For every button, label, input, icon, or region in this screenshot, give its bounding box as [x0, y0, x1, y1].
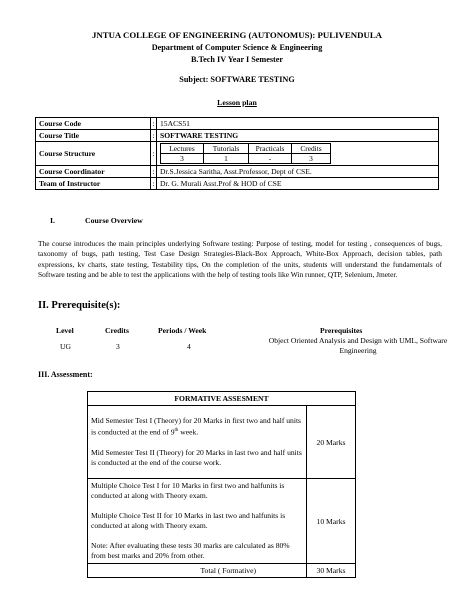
- structure-header: Lectures: [161, 144, 204, 154]
- colon: :: [152, 167, 155, 176]
- overview-number: I.: [50, 216, 55, 225]
- formative-assessment-table: [87, 391, 356, 578]
- mid-marks: 20 Marks: [307, 406, 356, 479]
- prereq-header-level: Level: [56, 326, 74, 335]
- course-title-row: [36, 130, 439, 142]
- structure-header: Tutorials: [204, 144, 249, 154]
- structure-header: Credits: [292, 144, 331, 154]
- mid-test-1-text: Mid Semester Test I (Theory) for 20 Marks in first two and half units is conducted at the end of 9th week.: [91, 416, 302, 437]
- course-title-label: Course Title: [36, 130, 151, 142]
- structure-value: 3: [292, 154, 331, 164]
- coordinator-row: [36, 166, 439, 178]
- coordinator-value: Dr.S.Jessica Saritha, Asst.Professor, Dept of CSE.: [157, 166, 439, 178]
- mcq-marks: 10 Marks: [307, 479, 356, 564]
- course-structure-label: Course Structure: [36, 142, 151, 166]
- overview-heading: Course Overview: [85, 216, 143, 225]
- instructor-label: Team of Instructor: [36, 178, 151, 190]
- prereq-level: UG: [60, 342, 71, 351]
- course-code-value: 15ACS51: [157, 118, 439, 130]
- coordinator-label: Course Coordinator: [36, 166, 151, 178]
- prerequisite-heading: II. Prerequisite(s):: [38, 300, 121, 311]
- overview-text: The course introduces the main principles underlying Software testing: Purpose of testing, model for testing , consequences of bugs, taxonomy of bugs, path testing, Test Case Design Strategies-Black-Box Approach, White-Box Approach, decision tables, path expressions, kv charts, state testing, Testability tips, On the completion of the units, students will understand the fundamentals of Software testing and be able to test the applications with the help of testing tools like Win runner, QTP, Selenium, Jmeter.: [38, 239, 442, 279]
- prereq-header-credits: Credits: [105, 326, 129, 335]
- assessment-note: Note: After evaluating these tests 30 marks are calculated as 80% from best marks and 20% from other.: [91, 541, 290, 560]
- colon: :: [152, 131, 155, 140]
- college-name: JNTUA COLLEGE OF ENGINEERING (AUTONOMUS): PULIVENDULA: [91, 30, 383, 40]
- structure-value: -: [249, 154, 292, 164]
- department-name: Department of Computer Science & Engineering: [151, 43, 323, 52]
- prereq-header-periods: Periods / Week: [158, 326, 207, 335]
- prereq-subjects: Object Oriented Analysis and Design with UML, Software Engineering: [268, 336, 448, 355]
- structure-header: Practicals: [249, 144, 292, 154]
- colon: :: [152, 119, 155, 128]
- prereq-header-prerequisites: Prerequisites: [320, 326, 363, 335]
- course-info-table: [35, 117, 439, 190]
- course-code-label: Course Code: [36, 118, 151, 130]
- year-semester: B.Tech IV Year I Semester: [190, 55, 284, 64]
- structure-value: 1: [204, 154, 249, 164]
- prereq-credits: 3: [116, 342, 120, 351]
- total-label: Total ( Formative): [88, 564, 307, 578]
- prereq-periods: 4: [187, 342, 191, 351]
- formative-title: FORMATIVE ASSESMENT: [88, 392, 356, 406]
- course-title-value: SOFTWARE TESTING: [157, 130, 439, 142]
- instructor-value: Dr. G. Murali Asst.Prof & HOD of CSE: [157, 178, 439, 190]
- instructor-row: [36, 178, 439, 190]
- course-code-row: [36, 118, 439, 130]
- course-structure-row: [36, 142, 439, 166]
- colon: :: [151, 142, 157, 166]
- mcq-test-2-text: Multiple Choice Test II for 10 Marks in last two and halfunits is conducted at along with Theory exam.: [91, 511, 286, 530]
- lesson-plan-heading: Lesson plan: [217, 98, 257, 107]
- course-structure-table: [160, 143, 331, 164]
- assessment-heading: III. Assessment:: [38, 370, 93, 379]
- subject-title: Subject: SOFTWARE TESTING: [179, 75, 295, 84]
- mcq-test-1-text: Multiple Choice Test I for 10 Marks in first two and halfunits is conducted at along with Theory exam.: [91, 481, 285, 500]
- total-marks: 30 Marks: [307, 564, 356, 578]
- colon: :: [152, 179, 155, 188]
- structure-value: 3: [161, 154, 204, 164]
- mid-test-2-text: Mid Semester Test II (Theory) for 20 Marks in last two and half units is conducted at the end of the course work.: [91, 447, 302, 467]
